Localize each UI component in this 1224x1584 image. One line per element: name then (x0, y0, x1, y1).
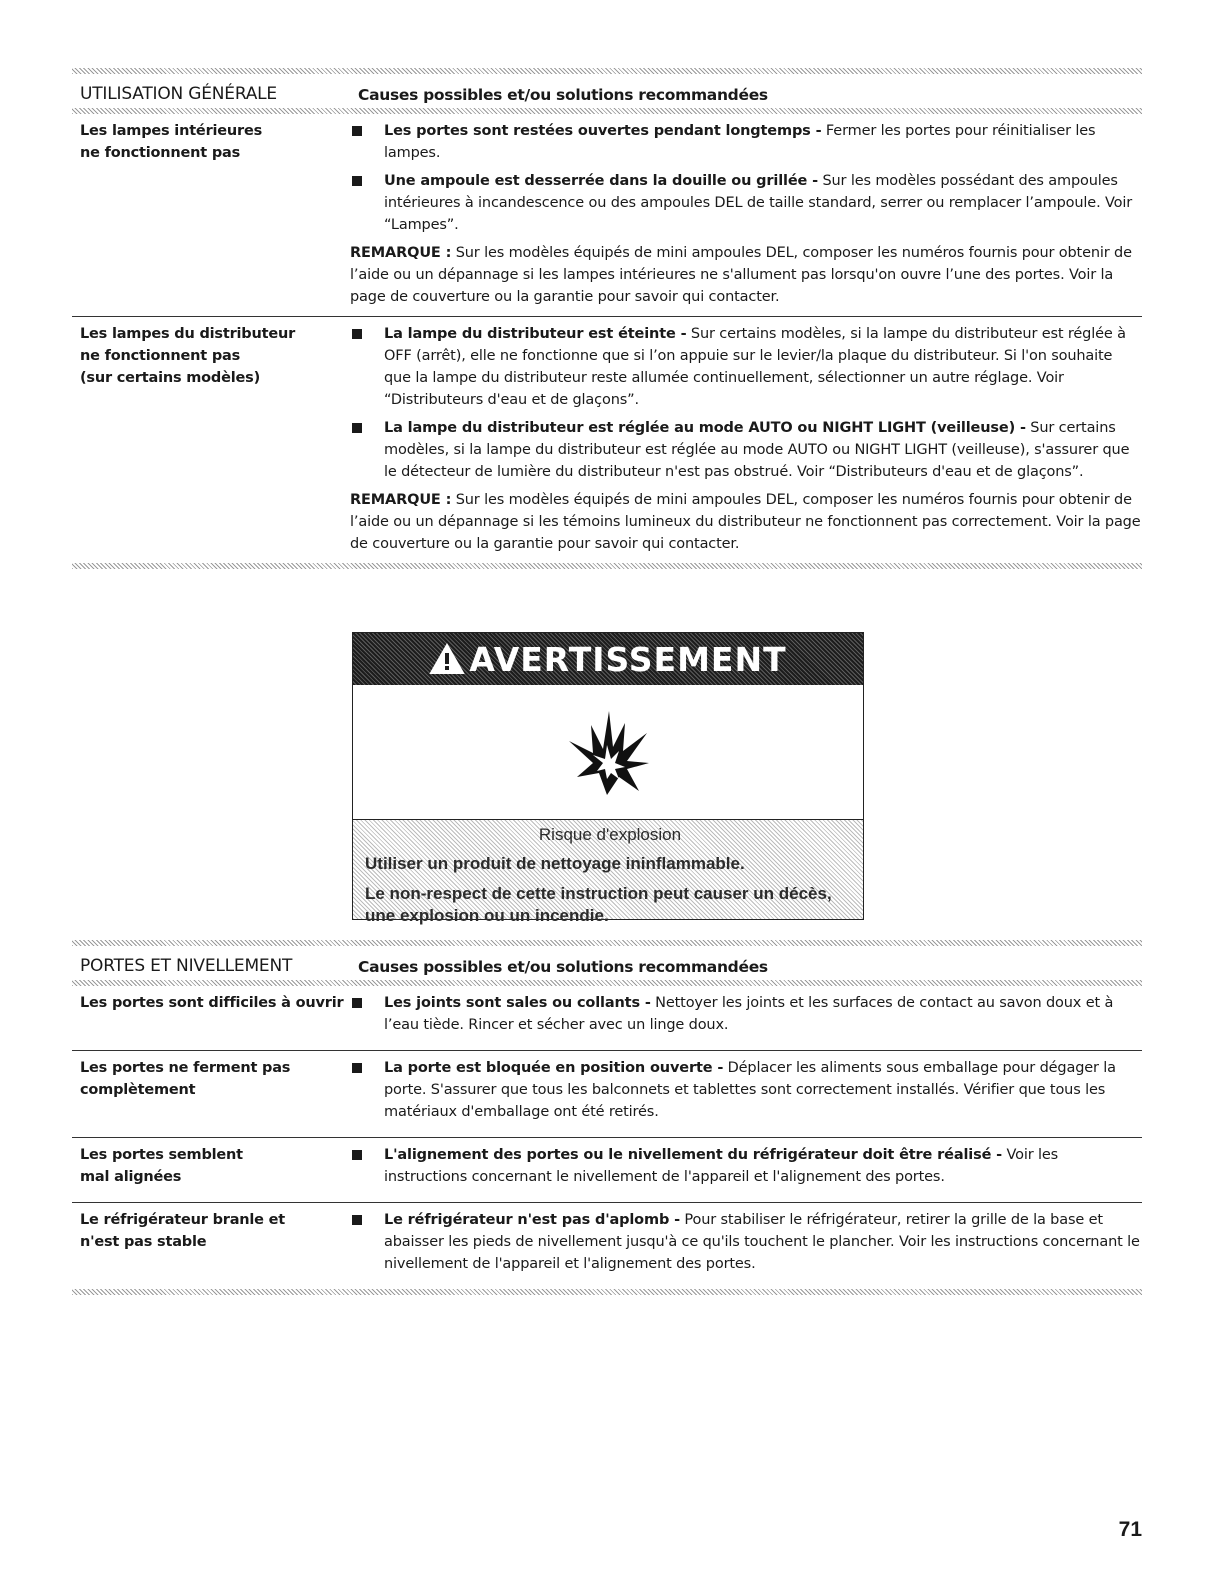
problem-label: Les portes sont difficiles à ouvrir (80, 995, 344, 1011)
square-bullet-icon (352, 1215, 362, 1225)
problem-label: Les lampes intérieures ne fonctionnent pas (80, 123, 263, 161)
page-number: 71 (1118, 1518, 1142, 1541)
cause-solution: Voir les instructions concernant le nivellement de l'appareil et l'alignement des portes. (384, 1147, 1059, 1185)
square-bullet-icon (352, 329, 362, 339)
section-title: UTILISATION GÉNÉRALE (80, 84, 277, 104)
note-text: Sur les modèles équipés de mini ampoules DEL, composer les numéros fournis pour obtenir de l’aide ou un dépannage si les témoins lumineux du distributeur ne fonctionnent pas correctement. Voir la page de couverture ou la garantie pour savoir qui contacter. (350, 492, 1141, 552)
warning-title: AVERTISSEMENT (469, 639, 787, 679)
cause-item (350, 1144, 1142, 1188)
cause-text (384, 417, 1142, 483)
causes-list (350, 120, 1142, 308)
causes-header: Causes possibles et/ou solutions recommandées (358, 86, 768, 104)
cause-item (350, 1209, 1142, 1275)
cause-item (350, 170, 1142, 236)
cause-lead: La lampe du distributeur est éteinte - (384, 326, 687, 342)
cause-solution: Sur certains modèles, si la lampe du distributeur est réglée au mode AUTO ou NIGHT LIGHT (veilleuse), s'assurer que le détecteur de lumière du distributeur n'est pas obstrué. Voir “Distributeurs d'eau et de glaçons”. (384, 420, 1130, 480)
note-label: REMARQUE : (350, 492, 452, 508)
warning-risk: Risque d'explosion (538, 825, 682, 844)
problem-label: Les lampes du distributeur ne fonctionnent pas (sur certains modèles) (80, 326, 296, 386)
cause-lead: Les joints sont sales ou collants - (384, 995, 651, 1011)
divider-hatch (72, 1289, 1142, 1295)
cause-lead: La porte est bloquée en position ouverte - (384, 1060, 724, 1076)
note-text: Sur les modèles équipés de mini ampoules DEL, composer les numéros fournis pour obtenir de l’aide ou un dépannage si les lampes intérieures ne s'allument pas lorsqu'on ouvre l’une des portes. Voir la page de couverture ou la garantie pour savoir qui contacter. (350, 245, 1132, 305)
cause-text (384, 120, 1142, 164)
problem-label: Les portes ne ferment pas complètement (80, 1060, 291, 1098)
divider-hatch (72, 563, 1142, 569)
problem-label: Les portes semblent mal alignées (80, 1147, 243, 1185)
cause-text (384, 1209, 1142, 1275)
cause-item (350, 1057, 1142, 1123)
cause-lead: La lampe du distributeur est réglée au mode AUTO ou NIGHT LIGHT (veilleuse) - (384, 420, 1026, 436)
table-row (72, 986, 1142, 1050)
cause-lead: L'alignement des portes ou le nivellement du réfrigérateur doit être réalisé - (384, 1147, 1003, 1163)
note (350, 489, 1142, 555)
causes-list (350, 1057, 1142, 1129)
square-bullet-icon (352, 1150, 362, 1160)
cause-solution: Nettoyer les joints et les surfaces de contact au savon doux et à l’eau tiède. Rincer et sécher avec un linge doux. (384, 995, 1114, 1033)
warning-header (353, 633, 863, 685)
cause-solution: Fermer les portes pour réinitialiser les lampes. (384, 123, 1096, 161)
section-general-use (72, 68, 1142, 569)
table-row (72, 1137, 1142, 1202)
troubleshooting-table (72, 986, 1142, 1289)
causes-header: Causes possibles et/ou solutions recommandées (358, 958, 768, 976)
cause-item (350, 120, 1142, 164)
note (350, 242, 1142, 308)
square-bullet-icon (352, 126, 362, 136)
warning-consequence: Le non-respect de cette instruction peut causer un décès, une explosion ou un incendie. (365, 884, 832, 925)
causes-list (350, 992, 1142, 1042)
section-doors-leveling (72, 940, 1142, 1295)
square-bullet-icon (352, 176, 362, 186)
cause-text (384, 992, 1142, 1036)
square-bullet-icon (352, 423, 362, 433)
causes-list (350, 1144, 1142, 1194)
cause-lead: Une ampoule est desserrée dans la douille ou grillée - (384, 173, 818, 189)
cause-solution: Pour stabiliser le réfrigérateur, retirer la grille de la base et abaisser les pieds de nivellement jusqu'à ce qu'ils touchent le plancher. Voir les instructions concernant le nivellement de l'appareil et l'alignement des portes. (384, 1212, 1140, 1272)
cause-text (384, 170, 1142, 236)
cause-text (384, 1057, 1142, 1123)
table-row (72, 316, 1142, 563)
section-title: PORTES ET NIVELLEMENT (80, 956, 293, 976)
cause-solution: Sur certains modèles, si la lampe du distributeur est réglée à OFF (arrêt), elle ne fonctionne que si l’on appuie sur le levier/la plaque du distributeur. Si l'on souhaite que la lampe du distributeur reste allumée continuellement, sélectionner un autre réglage. Voir “Distributeurs d'eau et de glaçons”. (384, 326, 1126, 408)
cause-solution: Sur les modèles possédant des ampoules intérieures à incandescence ou des ampoules DEL de taille standard, serrer ou remplacer l’ampoule. Voir “Lampes”. (384, 173, 1133, 233)
section-header (72, 74, 1142, 108)
warning-body (365, 825, 855, 935)
cause-lead: Le réfrigérateur n'est pas d'aplomb - (384, 1212, 680, 1228)
cause-solution: Déplacer les aliments sous emballage pour dégager la porte. S'assurer que tous les balconnets et tablettes sont correctement installés. Vérifier que tous les matériaux d'emballage ont été retirés. (384, 1060, 1116, 1120)
warning-symbol-area (353, 685, 863, 820)
warning-box (352, 632, 864, 925)
table-row (72, 1050, 1142, 1137)
problem-label: Le réfrigérateur branle et n'est pas stable (80, 1212, 286, 1250)
cause-text (384, 1144, 1142, 1188)
explosion-icon (563, 707, 653, 797)
section-header (72, 946, 1142, 980)
warning-instruction: Utiliser un produit de nettoyage ininflammable. (365, 854, 745, 873)
table-row (72, 114, 1142, 316)
causes-list (350, 323, 1142, 555)
note-label: REMARQUE : (350, 245, 452, 261)
cause-text (384, 323, 1142, 411)
square-bullet-icon (352, 1063, 362, 1073)
cause-lead: Les portes sont restées ouvertes pendant longtemps - (384, 123, 822, 139)
troubleshooting-table (72, 114, 1142, 563)
cause-item (350, 417, 1142, 483)
warning-triangle-icon (429, 643, 465, 675)
square-bullet-icon (352, 998, 362, 1008)
cause-item (350, 992, 1142, 1036)
cause-item (350, 323, 1142, 411)
table-row (72, 1202, 1142, 1289)
causes-list (350, 1209, 1142, 1281)
